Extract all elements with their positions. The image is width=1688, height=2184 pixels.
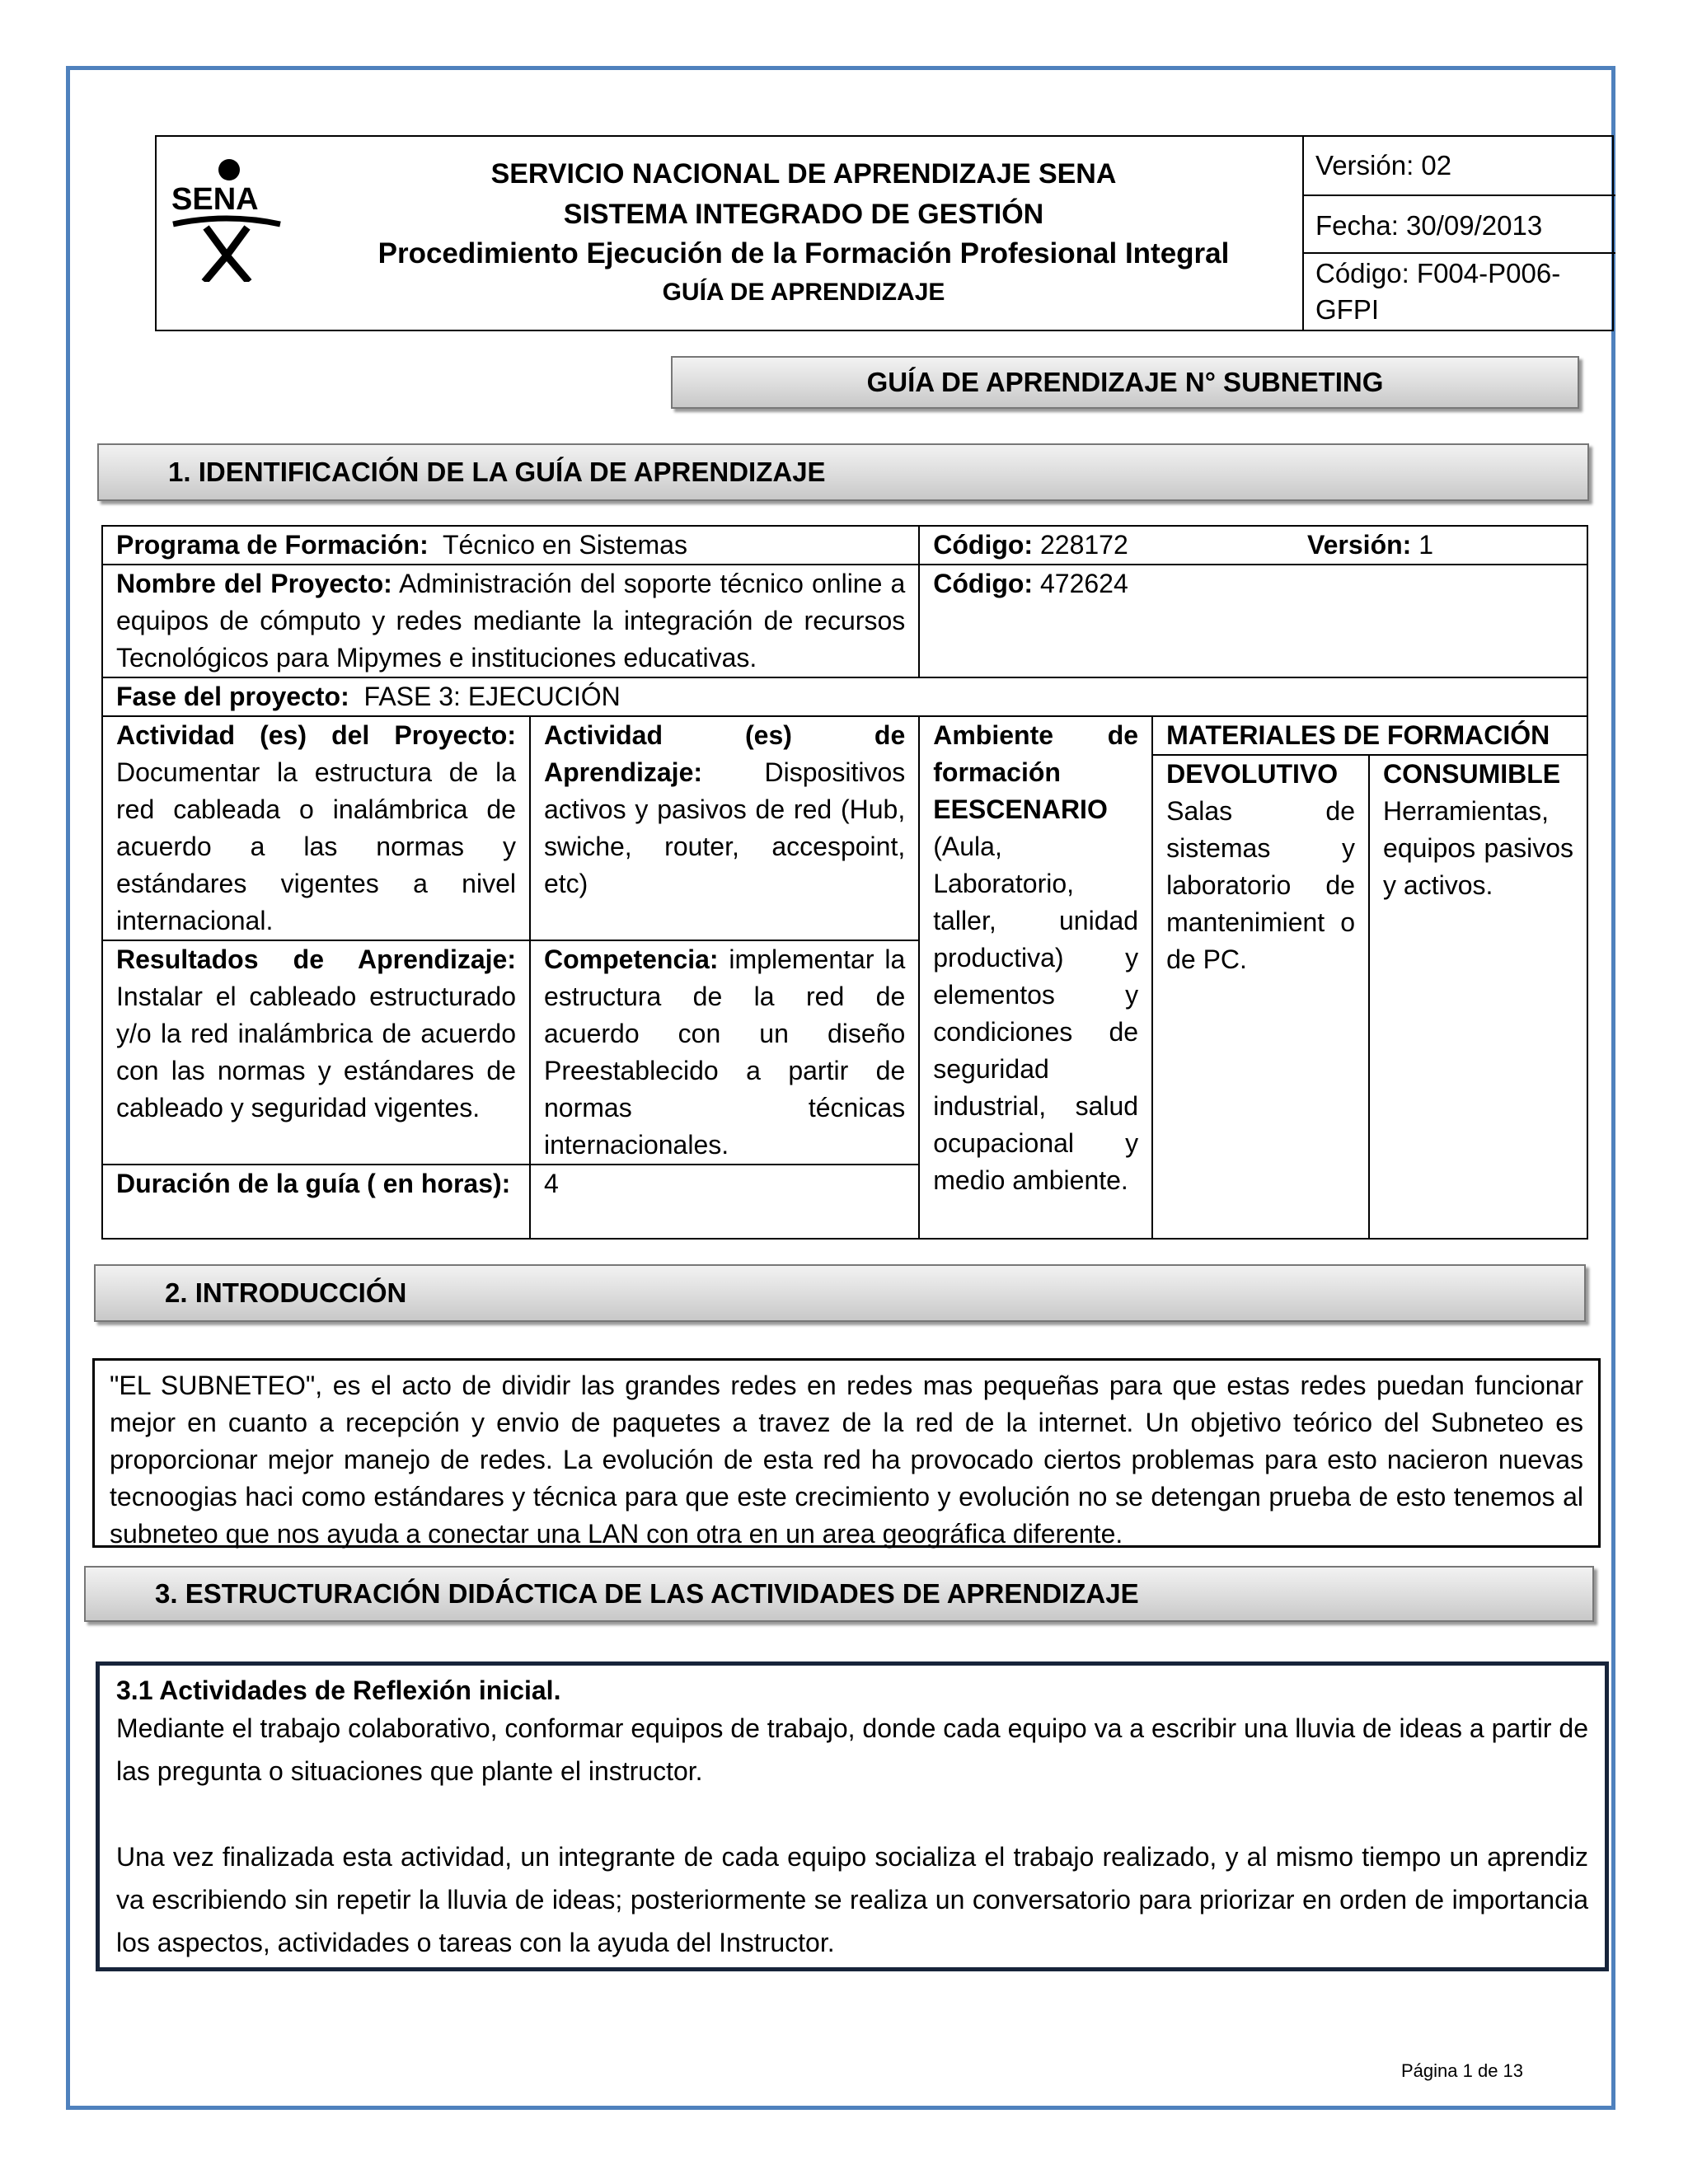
guide-title: GUÍA DE APRENDIZAJE N° SUBNETING [866, 367, 1384, 397]
section-3-title: 3. ESTRUCTURACIÓN DIDÁCTICA DE LAS ACTIVIDADES DE APRENDIZAJE [155, 1578, 1139, 1609]
actividad-proyecto-cell [102, 716, 530, 940]
codigo-label-2: Código: [933, 569, 1034, 598]
duracion-label-cell [102, 1165, 530, 1239]
resultados-label: Resultados de Aprendizaje: [116, 944, 516, 974]
section-2-title: 2. INTRODUCCIÓN [165, 1277, 407, 1308]
fase-label: Fase del proyecto: [116, 682, 349, 711]
programa-label: Programa de Formación: [116, 530, 429, 560]
actividad-proyecto-label: Actividad (es) del Proyecto: [116, 720, 516, 750]
devolutivo-label: DEVOLUTIVO [1166, 759, 1339, 789]
activities-title: 3.1 Actividades de Reflexión inicial. [116, 1675, 561, 1705]
page-number: Página 1 de 13 [1401, 2060, 1524, 2081]
actividad-aprendizaje-label: Actividad (es) de Aprendizaje: [543, 720, 906, 787]
org-name: SERVICIO NACIONAL DE APRENDIZAJE SENA [490, 158, 1117, 190]
proyecto-label: Nombre del Proyecto: [116, 569, 392, 598]
document-header [155, 135, 1614, 331]
table-row [102, 716, 1587, 755]
section-3-bar [84, 1566, 1594, 1622]
table-row [102, 526, 1587, 565]
competencia-cell [530, 940, 919, 1165]
fase-value: FASE 3: EJECUCIÓN [363, 682, 621, 711]
programa-cell [102, 526, 919, 565]
resultados-cell [102, 940, 530, 1165]
activities-paragraph-1: Mediante el trabajo colaborativo, conformar equipos de trabajo, donde cada equipo va a escribir una lluvia de ideas a partir de las pregunta o situaciones que plante el instructor. [116, 1713, 1588, 1786]
section-1-title: 1. IDENTIFICACIÓN DE LA GUÍA DE APRENDIZAJE [168, 457, 826, 487]
activities-box [96, 1661, 1609, 1971]
materiales-label: MATERIALES DE FORMACIÓN [1166, 720, 1550, 750]
programa-value: Técnico en Sistemas [442, 530, 687, 560]
version-label: Versión: [1307, 530, 1412, 560]
consumible-value: Herramientas, equipos pasivos y activos. [1383, 796, 1573, 900]
procedure-name: Procedimiento Ejecución de la Formación Profesional Integral [377, 237, 1230, 269]
version-value: 1 [1418, 530, 1433, 560]
sena-logo-text: SENA [171, 182, 259, 217]
guide-title-bar [671, 356, 1579, 409]
devolutivo-cell [1152, 755, 1369, 1239]
consumible-cell [1369, 755, 1587, 1239]
sena-logo [165, 158, 288, 282]
introduction-text: "EL SUBNETEO", es el acto de dividir las grandes redes en redes mas pequeñas para que estas redes puedan funcionar mejor en cuanto a recepción y envio de paquetes a travez de la red de la internet. Un objetivo teórico del Subneteo es proporcionar mejor manejo de redes. La evolución de esta red ha provocado ciertos problemas para esto nacieron nuevas tecnoogias haci como estándares y técnica para que este crecimiento y evolución no se detengan prueba de esto tenemos al subneteo que nos ayuda a conectar una LAN con otra en un area geográfica diferente. [110, 1371, 1583, 1549]
section-2-bar [94, 1264, 1586, 1322]
duracion-value-cell [530, 1165, 919, 1239]
identification-table [101, 525, 1588, 1240]
codigo-version-cell [919, 526, 1587, 565]
devolutivo-value: Salas de sistemas y laboratorio de mantenimient o de PC. [1166, 796, 1356, 974]
duracion-label: Duración de la guía ( en horas): [116, 1169, 511, 1198]
materiales-header-cell [1152, 716, 1587, 755]
doc-type: GUÍA DE APRENDIZAJE [662, 279, 945, 306]
ambiente-value: (Aula, Laboratorio, taller, unidad productiva) y elementos y condiciones de seguridad industrial, salud ocupacional y medio ambiente. [933, 832, 1139, 1195]
code-line-2: GFPI [1315, 294, 1380, 325]
competencia-value: implementar la estructura de la red de acuerdo con un diseño Preestablecido a partir de normas técnicas internacionales. [543, 944, 906, 1160]
date-cell: Fecha: 30/09/2013 [1304, 196, 1615, 254]
proyecto-cell [102, 565, 919, 677]
ambiente-label: Ambiente de formación EESCENARIO [933, 720, 1139, 824]
code-line-1: Código: F004-P006- [1315, 258, 1561, 288]
activities-paragraph-2: Una vez finalizada esta actividad, un integrante de cada equipo socializa el trabajo realizado, y al mismo tiempo un aprendiz va escribiendo sin repetir la lluvia de ideas; posteriormente se realiza un conversatorio para priorizar en orden de importancia los aspectos, actividades o tareas con la ayuda del Instructor. [116, 1842, 1588, 1957]
codigo-programa: 228172 [1039, 530, 1128, 560]
system-name: SISTEMA INTEGRADO DE GESTIÓN [563, 199, 1044, 230]
codigo-proyecto: 472624 [1039, 569, 1128, 598]
resultados-value: Instalar el cableado estructurado y/o la red inalámbrica de acuerdo con las normas y estándares de cableado y seguridad vigentes. [116, 982, 516, 1122]
actividad-aprendizaje-value: Dispositivos activos y pasivos de red (Hub, swiche, router, accespoint, etc) [543, 757, 906, 898]
version-cell: Versión: 02 [1304, 137, 1615, 196]
actividad-aprendizaje-cell [530, 716, 919, 940]
actividad-proyecto-value: Documentar la estructura de la red cableada o inalámbrica de acuerdo a las normas y estándares vigentes a nivel internacional. [116, 757, 516, 935]
code-cell [1304, 254, 1615, 330]
duracion-value: 4 [543, 1169, 559, 1198]
table-row [102, 565, 1587, 677]
introduction-box [92, 1358, 1601, 1548]
ambiente-cell [919, 716, 1152, 1239]
header-meta [1302, 137, 1615, 330]
proyecto-value: Administración del soporte técnico online a equipos de cómputo y redes mediante la integración de recursos Tecnológicos para Mipymes e instituciones educativas. [116, 569, 906, 673]
codigo-label: Código: [933, 530, 1034, 560]
section-1-bar [97, 443, 1589, 501]
header-titles [297, 153, 1311, 312]
competencia-label: Competencia: [543, 944, 719, 974]
table-row [102, 677, 1587, 716]
fase-cell [102, 677, 1587, 716]
codigo-proyecto-cell [919, 565, 1587, 677]
consumible-label: CONSUMIBLE [1383, 759, 1561, 789]
